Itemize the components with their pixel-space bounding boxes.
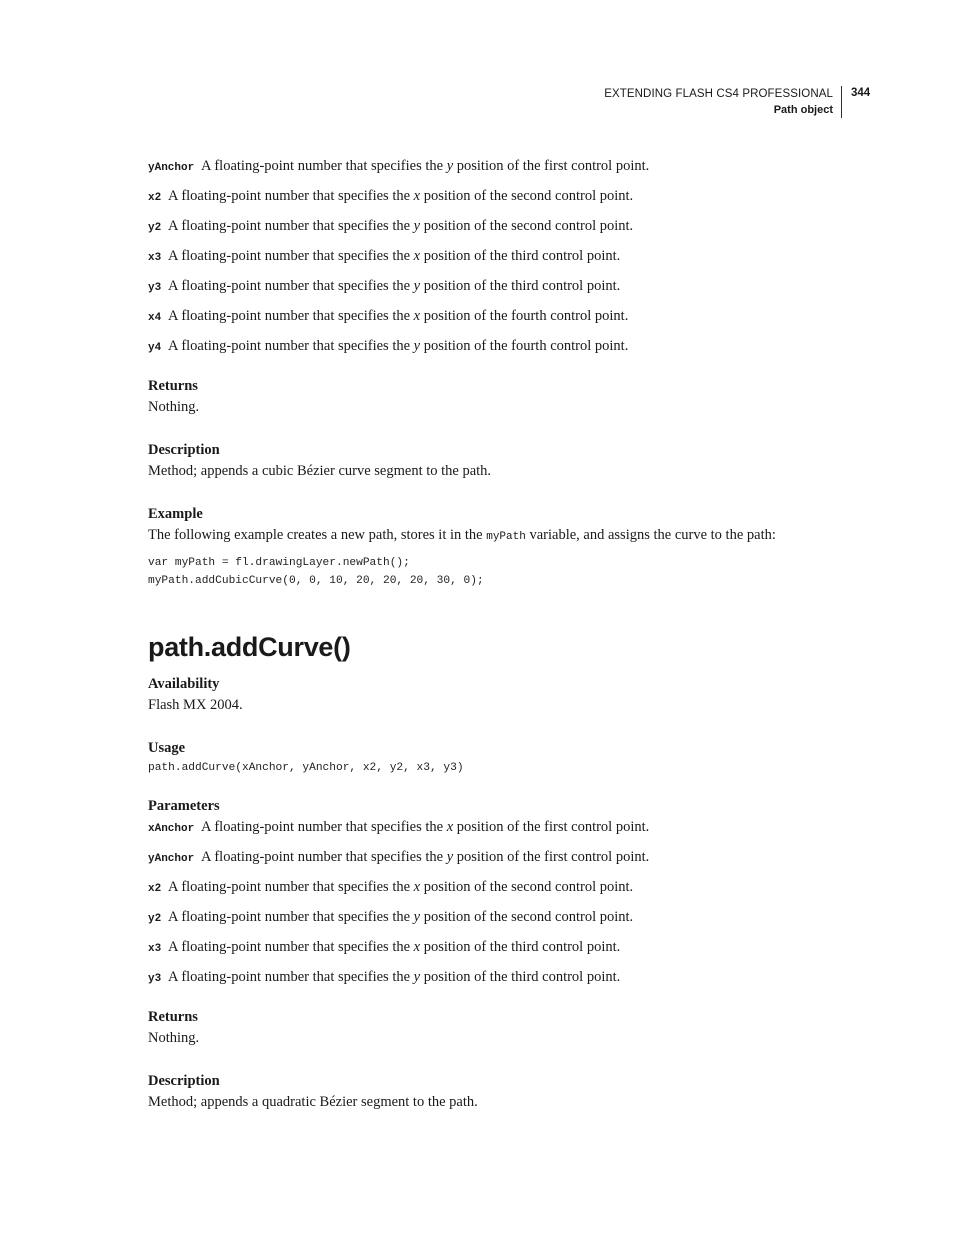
param-name: y4 xyxy=(148,342,162,354)
running-header xyxy=(604,86,842,118)
inline-code: myPath xyxy=(486,531,526,543)
param-entry: x3 A floating-point number that specifies the x position of the third control point. xyxy=(148,248,621,264)
cubic-parameter-list xyxy=(148,156,848,358)
code-line: var myPath = fl.drawingLayer.newPath(); xyxy=(148,557,410,569)
param-name: x3 xyxy=(148,943,162,955)
example-heading: Example xyxy=(148,506,203,522)
param-name: y3 xyxy=(148,282,162,294)
page-number: 344 xyxy=(851,87,871,99)
param-name: xAnchor xyxy=(148,823,195,835)
param-entry: y3 A floating-point number that specifies the y position of the third control point. xyxy=(148,278,621,294)
description-heading: Description xyxy=(148,1073,220,1089)
example-code-block xyxy=(148,554,848,590)
usage-heading: Usage xyxy=(148,740,186,756)
param-entry: x2 A floating-point number that specifies the x position of the second control point. xyxy=(148,879,634,895)
returns-text: Nothing. xyxy=(148,1030,200,1046)
param-entry: yAnchor A floating-point number that specifies the y position of the first control point. xyxy=(148,849,650,865)
description-text: Method; appends a cubic Bézier curve segment to the path. xyxy=(148,463,492,479)
param-entry: x4 A floating-point number that specifies the x position of the fourth control point. xyxy=(148,308,629,324)
param-entry: yAnchor A floating-point number that specifies the y position of the first control point. xyxy=(148,158,650,174)
document-title: EXTENDING FLASH CS4 PROFESSIONAL xyxy=(604,88,833,100)
param-entry: y4 A floating-point number that specifies the y position of the fourth control point. xyxy=(148,338,629,354)
returns-heading: Returns xyxy=(148,378,198,394)
param-name: y2 xyxy=(148,222,162,234)
param-entry: x2 A floating-point number that specifies the x position of the second control point. xyxy=(148,188,634,204)
param-name: yAnchor xyxy=(148,162,195,174)
param-name: x4 xyxy=(148,312,162,324)
availability-heading: Availability xyxy=(148,676,220,692)
param-name: x3 xyxy=(148,252,162,264)
page-content xyxy=(148,156,848,1113)
description-text: Method; appends a quadratic Bézier segment to the path. xyxy=(148,1094,478,1110)
param-entry: y2 A floating-point number that specifies the y position of the second control point. xyxy=(148,909,634,925)
returns-heading: Returns xyxy=(148,1009,198,1025)
parameters-heading: Parameters xyxy=(148,798,220,814)
returns-text: Nothing. xyxy=(148,399,200,415)
param-name: y2 xyxy=(148,913,162,925)
availability-text: Flash MX 2004. xyxy=(148,697,243,713)
param-name: x2 xyxy=(148,192,162,204)
page-title: path.addCurve() xyxy=(148,632,351,662)
code-line: myPath.addCubicCurve(0, 0, 10, 20, 20, 20, 30, 0); xyxy=(148,575,484,587)
addcurve-parameter-list xyxy=(148,817,848,989)
param-name: x2 xyxy=(148,883,162,895)
section-title: Path object xyxy=(773,104,833,116)
param-entry: y2 A floating-point number that specifies the y position of the second control point. xyxy=(148,218,634,234)
example-text: The following example creates a new path, stores it in the myPath variable, and assigns the curve to the path: xyxy=(148,527,776,543)
description-heading: Description xyxy=(148,442,220,458)
param-entry: x3 A floating-point number that specifies the x position of the third control point. xyxy=(148,939,621,955)
param-name: y3 xyxy=(148,973,162,985)
param-entry: y3 A floating-point number that specifies the y position of the third control point. xyxy=(148,969,621,985)
param-name: yAnchor xyxy=(148,853,195,865)
param-entry: xAnchor A floating-point number that specifies the x position of the first control point. xyxy=(148,819,650,835)
usage-code: path.addCurve(xAnchor, yAnchor, x2, y2, x3, y3) xyxy=(148,762,464,774)
